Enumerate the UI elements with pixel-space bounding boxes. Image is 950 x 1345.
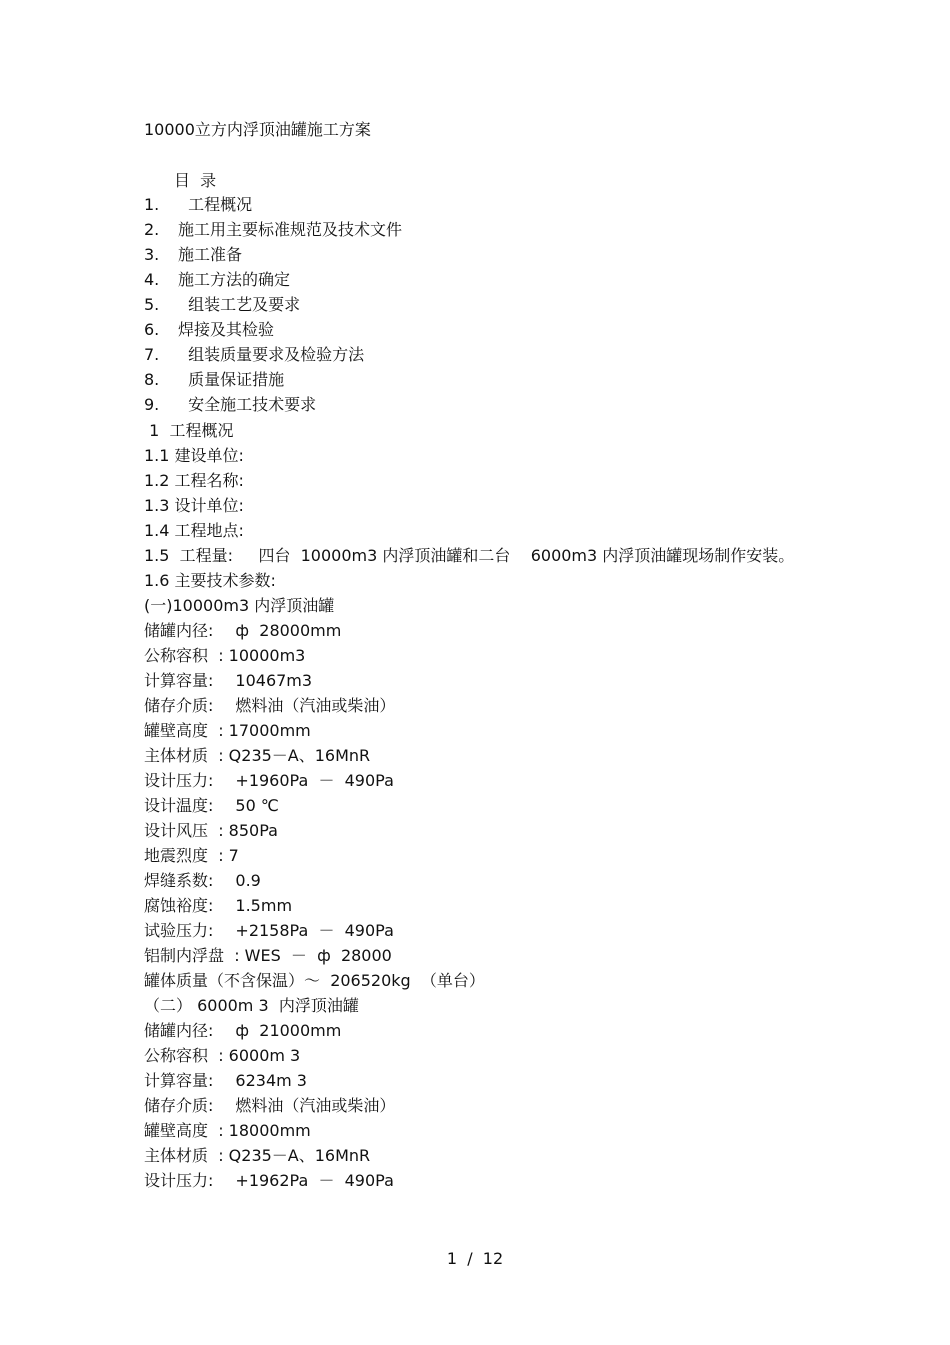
param-row xyxy=(144,969,809,994)
param-row xyxy=(144,1094,809,1119)
param-label: 储存介质: xyxy=(144,1096,214,1115)
toc-text: 工程概况 xyxy=(178,195,253,214)
document-body xyxy=(144,419,809,1194)
param-row xyxy=(144,694,809,719)
param-value: ф 28000mm xyxy=(235,621,342,640)
param-row xyxy=(144,1044,809,1069)
param-label: 腐蚀裕度: xyxy=(144,896,214,915)
toc-item xyxy=(144,195,844,220)
item-line-workload: 1.5 工程量: 四台 10000m3 内浮顶油罐和二台 6000m3 内浮顶油罐现场制作安装。 xyxy=(144,546,795,565)
item-line: 1.2 工程名称: xyxy=(144,471,244,490)
toc-number: 3. xyxy=(144,245,160,264)
param-row xyxy=(144,1119,809,1144)
item-line: 1.4 工程地点: xyxy=(144,521,244,540)
param-label: 设计压力: xyxy=(144,771,214,790)
param-value: : WES － ф 28000 xyxy=(234,946,392,965)
item-line: 1.3 设计单位: xyxy=(144,496,244,515)
param-row xyxy=(144,744,809,769)
toc-item xyxy=(144,345,844,370)
param-label: 设计压力: xyxy=(144,1171,214,1190)
param-row xyxy=(144,669,809,694)
param-label: 储存介质: xyxy=(144,696,214,715)
toc-text: 质量保证措施 xyxy=(178,370,285,389)
param-label: 计算容量: xyxy=(144,1071,214,1090)
param-value: +1960Pa － 490Pa xyxy=(235,771,394,790)
param-row xyxy=(144,644,809,669)
param-label: 主体材质 xyxy=(144,1146,219,1165)
toc-number: 8. xyxy=(144,370,160,389)
param-label: 罐体质量（不含保温）～ xyxy=(144,971,331,990)
param-row xyxy=(144,794,809,819)
param-value: : Q235－A、16MnR xyxy=(218,1146,371,1165)
param-row xyxy=(144,894,809,919)
item-line: 1.1 建设单位: xyxy=(144,446,244,465)
toc-text: 组装质量要求及检验方法 xyxy=(178,345,365,364)
param-label: 地震烈度 xyxy=(144,846,219,865)
toc-number: 5. xyxy=(144,295,160,314)
param-value: +1962Pa － 490Pa xyxy=(235,1171,394,1190)
param-row xyxy=(144,844,809,869)
toc-item xyxy=(144,270,844,295)
toc-number: 1. xyxy=(144,195,160,214)
param-row xyxy=(144,1144,809,1169)
param-label: 铝制内浮盘 xyxy=(144,946,235,965)
subsection-heading: （二） 6000m 3 内浮顶油罐 xyxy=(144,996,359,1015)
param-value: : 850Pa xyxy=(218,821,278,840)
param-label: 公称容积 xyxy=(144,1046,219,1065)
table-of-contents xyxy=(144,195,844,420)
param-value: : Q235－A、16MnR xyxy=(218,746,371,765)
toc-heading: 目 录 xyxy=(174,171,217,190)
param-label: 计算容量: xyxy=(144,671,214,690)
param-label: 设计风压 xyxy=(144,821,219,840)
param-label: 主体材质 xyxy=(144,746,219,765)
toc-text: 施工方法的确定 xyxy=(178,270,291,289)
toc-number: 6. xyxy=(144,320,160,339)
param-value: : 17000mm xyxy=(218,721,311,740)
document-title: 10000立方内浮顶油罐施工方案 xyxy=(144,120,371,139)
param-label: 储罐内径: xyxy=(144,1021,214,1040)
toc-item xyxy=(144,245,844,270)
param-value: 10467m3 xyxy=(235,671,313,690)
parameter-list-6000 xyxy=(144,1019,809,1194)
toc-text: 施工准备 xyxy=(178,245,243,264)
page-number: 1 / 12 xyxy=(446,1249,504,1268)
param-row xyxy=(144,944,809,969)
param-row xyxy=(144,919,809,944)
param-value: : 18000mm xyxy=(218,1121,311,1140)
param-label: 罐壁高度 xyxy=(144,721,219,740)
param-label: 设计温度: xyxy=(144,796,214,815)
subsection-heading: (一)10000m3 内浮顶油罐 xyxy=(144,596,335,615)
param-value: 燃料油（汽油或柴油） xyxy=(235,1096,396,1115)
param-value: 206520kg （单台） xyxy=(330,971,485,990)
param-value: 燃料油（汽油或柴油） xyxy=(235,696,396,715)
toc-item xyxy=(144,320,844,345)
toc-text: 组装工艺及要求 xyxy=(178,295,301,314)
toc-text: 施工用主要标准规范及技术文件 xyxy=(178,220,403,239)
param-row xyxy=(144,769,809,794)
toc-item xyxy=(144,295,844,320)
param-row xyxy=(144,869,809,894)
param-row xyxy=(144,1019,809,1044)
toc-item xyxy=(144,370,844,395)
toc-text: 安全施工技术要求 xyxy=(178,395,317,414)
param-value: : 10000m3 xyxy=(218,646,306,665)
section-heading: 1 工程概况 xyxy=(144,421,234,440)
toc-number: 9. xyxy=(144,395,160,414)
param-label: 罐壁高度 xyxy=(144,1121,219,1140)
param-value: 6234m 3 xyxy=(235,1071,307,1090)
toc-number: 7. xyxy=(144,345,160,364)
toc-number: 2. xyxy=(144,220,160,239)
toc-item xyxy=(144,220,844,245)
param-value: +2158Pa － 490Pa xyxy=(235,921,394,940)
param-label: 试验压力: xyxy=(144,921,214,940)
param-label: 储罐内径: xyxy=(144,621,214,640)
parameter-list-10000 xyxy=(144,619,809,994)
param-row xyxy=(144,819,809,844)
param-value: : 7 xyxy=(218,846,239,865)
param-row xyxy=(144,1069,809,1094)
param-label: 焊缝系数: xyxy=(144,871,214,890)
param-value: 50 ℃ xyxy=(235,796,279,815)
param-row xyxy=(144,1169,809,1194)
param-value: : 6000m 3 xyxy=(218,1046,301,1065)
toc-item xyxy=(144,395,844,420)
param-value: 1.5mm xyxy=(235,896,293,915)
param-value: ф 21000mm xyxy=(235,1021,342,1040)
param-value: 0.9 xyxy=(235,871,261,890)
item-line: 1.6 主要技术参数: xyxy=(144,571,276,590)
toc-text: 焊接及其检验 xyxy=(178,320,275,339)
param-label: 公称容积 xyxy=(144,646,219,665)
param-row xyxy=(144,719,809,744)
param-row xyxy=(144,619,809,644)
toc-number: 4. xyxy=(144,270,160,289)
